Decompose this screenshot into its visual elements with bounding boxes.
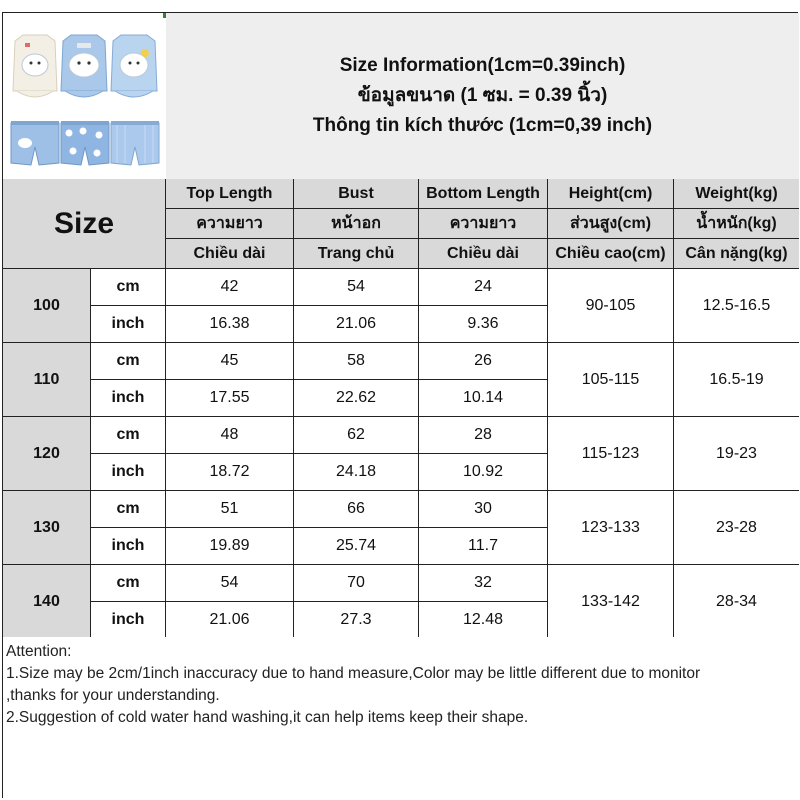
- inch-value: 18.72: [166, 454, 294, 491]
- column-header-th: หน้าอก: [294, 209, 419, 239]
- unit-cm-label: cm: [91, 269, 166, 306]
- column-header-vi: Chiều dài: [166, 239, 294, 269]
- size-table: [3, 179, 799, 637]
- title-vietnamese: Thông tin kích thước (1cm=0,39 inch): [312, 115, 653, 136]
- cm-value: 58: [294, 343, 419, 380]
- weight-range: 23-28: [674, 491, 799, 565]
- height-range: 105-115: [548, 343, 674, 417]
- notes-line-2: ,thanks for your understanding.: [6, 687, 220, 704]
- column-header-th: ความยาว: [166, 209, 294, 239]
- pajama-set-photo-icon: [3, 13, 166, 179]
- weight-range: 28-34: [674, 565, 799, 639]
- inch-value: 27.3: [294, 602, 419, 639]
- column-header-th: ส่วนสูง(cm): [548, 209, 674, 239]
- inch-value: 16.38: [166, 306, 294, 343]
- inch-value: 21.06: [166, 602, 294, 639]
- light-blue-top-icon: [111, 35, 157, 97]
- size-label: 100: [3, 269, 91, 343]
- cm-value: 54: [166, 565, 294, 602]
- inch-value: 17.55: [166, 380, 294, 417]
- unit-cm-label: cm: [91, 491, 166, 528]
- height-range: 90-105: [548, 269, 674, 343]
- size-label: 140: [3, 565, 91, 639]
- column-header-en: Height(cm): [548, 179, 674, 209]
- attention-notes: [3, 637, 799, 799]
- cm-value: 70: [294, 565, 419, 602]
- title-english: Size Information(1cm=0.39inch): [339, 55, 626, 76]
- cm-value: 28: [419, 417, 548, 454]
- column-header-th: น้ำหนัก(kg): [674, 209, 799, 239]
- column-header-en: Bust: [294, 179, 419, 209]
- cm-value: 66: [294, 491, 419, 528]
- unit-inch-label: inch: [91, 380, 166, 417]
- inch-value: 9.36: [419, 306, 548, 343]
- weight-range: 19-23: [674, 417, 799, 491]
- height-range: 133-142: [548, 565, 674, 639]
- inch-value: 21.06: [294, 306, 419, 343]
- notes-line-1: 1.Size may be 2cm/1inch inaccuracy due to hand measure,Color may be little different due to monitor: [6, 665, 701, 682]
- column-header-vi: Cân nặng(kg): [674, 239, 799, 269]
- unit-cm-label: cm: [91, 565, 166, 602]
- column-header-vi: Chiều cao(cm): [548, 239, 674, 269]
- cm-value: 62: [294, 417, 419, 454]
- column-header-vi: Chiều dài: [419, 239, 548, 269]
- blue-top-icon: [61, 35, 107, 97]
- unit-inch-label: inch: [91, 528, 166, 565]
- height-range: 123-133: [548, 491, 674, 565]
- unit-inch-label: inch: [91, 454, 166, 491]
- inch-value: 10.14: [419, 380, 548, 417]
- inch-value: 12.48: [419, 602, 548, 639]
- column-header-vi: Trang chủ: [294, 239, 419, 269]
- cm-value: 51: [166, 491, 294, 528]
- unit-inch-label: inch: [91, 306, 166, 343]
- inch-value: 22.62: [294, 380, 419, 417]
- size-label: 110: [3, 343, 91, 417]
- unit-inch-label: inch: [91, 602, 166, 639]
- size-label: 130: [3, 491, 91, 565]
- cm-value: 24: [419, 269, 548, 306]
- size-header: Size: [3, 179, 166, 269]
- cm-value: 30: [419, 491, 548, 528]
- product-photo: [3, 13, 166, 179]
- unit-cm-label: cm: [91, 417, 166, 454]
- column-header-th: ความยาว: [419, 209, 548, 239]
- unit-cm-label: cm: [91, 343, 166, 380]
- cm-value: 48: [166, 417, 294, 454]
- size-chart: [2, 12, 798, 798]
- column-header-en: Top Length: [166, 179, 294, 209]
- height-range: 115-123: [548, 417, 674, 491]
- column-header-en: Weight(kg): [674, 179, 799, 209]
- inch-value: 11.7: [419, 528, 548, 565]
- cm-value: 54: [294, 269, 419, 306]
- notes-line-3: 2.Suggestion of cold water hand washing,it can help items keep their shape.: [6, 709, 529, 726]
- column-header-en: Bottom Length: [419, 179, 548, 209]
- cream-top-icon: [13, 35, 57, 97]
- weight-range: 12.5-16.5: [674, 269, 799, 343]
- cm-value: 26: [419, 343, 548, 380]
- size-information-title: [166, 13, 799, 179]
- inch-value: 24.18: [294, 454, 419, 491]
- inch-value: 25.74: [294, 528, 419, 565]
- cm-value: 42: [166, 269, 294, 306]
- weight-range: 16.5-19: [674, 343, 799, 417]
- title-thai: ข้อมูลขนาด (1 ซม. = 0.39 นิ้ว): [357, 85, 608, 106]
- cm-value: 45: [166, 343, 294, 380]
- inch-value: 19.89: [166, 528, 294, 565]
- cm-value: 32: [419, 565, 548, 602]
- notes-heading: Attention:: [6, 643, 72, 660]
- size-label: 120: [3, 417, 91, 491]
- inch-value: 10.92: [419, 454, 548, 491]
